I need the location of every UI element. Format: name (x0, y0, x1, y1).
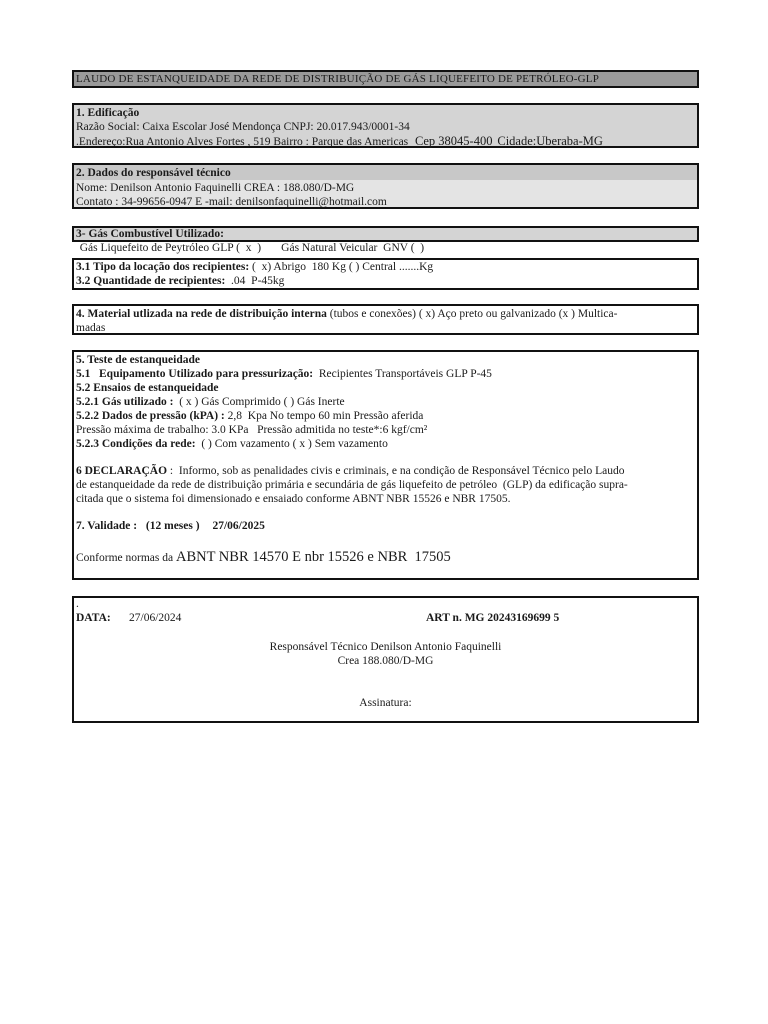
material-text2: madas (76, 322, 106, 334)
validade (76, 520, 265, 533)
validade-label: 7. Validade : (76, 520, 138, 532)
endereco: .Endereço:Rua Antonio Alves Fortes , 519 Bairro : Parque das Americas (76, 136, 409, 148)
gas-utilizado-label: 5.2.1 Gás utilizado : (76, 396, 174, 408)
tipo-locacao-value: ( x) Abrigo 180 Kg ( ) Central .......Kg (249, 261, 434, 273)
gas-heading: 3- Gás Combustível Utilizado: (76, 228, 224, 240)
section-teste (72, 350, 699, 580)
declaracao-label: 6 DECLARAÇÃO (76, 465, 168, 477)
data-value: 27/06/2024 (129, 612, 182, 624)
gas-opcoes: Gás Liquefeito de Peytróleo GLP ( x ) Gás Natural Veicular GNV ( ) (74, 242, 425, 254)
equipamento-value: Recipientes Transportáveis GLP P-45 (313, 368, 492, 380)
normas-value: ABNT NBR 14570 E nbr 15526 e NBR 17505 (175, 549, 451, 565)
declaracao-line1 (76, 465, 624, 478)
dados-pressao-label: 5.2.2 Dados de pressão (kPA) : (76, 410, 225, 422)
section-assinatura (72, 596, 699, 723)
normas (76, 549, 451, 566)
razao-social: Razão Social: Caixa Escolar José Mendonça CNPJ: 20.017.943/0001-34 (76, 121, 410, 133)
data-label: DATA: (76, 612, 111, 624)
tipo-locacao (76, 261, 433, 274)
section-material (72, 304, 699, 335)
quantidade-value: .04 P-45kg (225, 275, 285, 287)
responsavel-nome: Nome: Denilson Antonio Faquinelli CREA : 188.080/D-MG (76, 182, 355, 194)
responsavel-heading: 2. Dados do responsável técnico (76, 167, 231, 179)
section-recipientes (72, 258, 699, 290)
condicoes-value: ( ) Com vazamento ( x ) Sem vazamento (195, 438, 388, 450)
condicoes-rede (76, 438, 388, 451)
assinatura-label: Assinatura: (359, 697, 412, 709)
teste-heading: 5. Teste de estanqueidade (76, 354, 200, 366)
declaracao-text1: : Informo, sob as penalidades civis e criminais, e na condição de Responsável Técnico pelo Laudo (167, 465, 625, 477)
endereco-line (76, 135, 603, 149)
responsavel-contato: Contato : 34-99656-0947 E -mail: denilsonfaquinelli@hotmail.com (76, 196, 387, 208)
pressao-maxima: Pressão máxima de trabalho: 3.0 KPa Pressão admitida no teste*:6 kgf/cm² (76, 424, 428, 436)
section-responsavel (72, 163, 699, 209)
cep: Cep 38045-400 (415, 134, 493, 148)
declaracao-line3: citada que o sistema foi dimensionado e ensaiado conforme ABNT NBR 15526 e NBR 17505. (76, 493, 511, 505)
equipamento-label: 5.1 Equipamento Utilizado para pressurização: (76, 368, 314, 380)
section-edificacao (72, 103, 699, 148)
responsavel-tecnico: Responsável Técnico Denilson Antonio Faquinelli (269, 641, 502, 653)
document-title: LAUDO DE ESTANQUEIDADE DA REDE DE DISTRIBUIÇÃO DE GÁS LIQUEFEITO DE PETRÓLEO-GLP (72, 70, 699, 88)
declaracao-line2: de estanqueidade da rede de distribuição primária e secundária de gás liquefeito de petróleo (GLP) da edificação supra- (76, 479, 628, 491)
edificacao-heading: 1. Edificação (76, 107, 140, 119)
gas-utilizado-value: ( x ) Gás Comprimido ( ) Gás Inerte (173, 396, 345, 408)
condicoes-label: 5.2.3 Condições da rede: (76, 438, 196, 450)
dados-pressao (76, 410, 423, 423)
material-label: 4. Material utlizada na rede de distribuição interna (76, 308, 327, 320)
ensaios-heading: 5.2 Ensaios de estanqueidade (76, 382, 219, 394)
art-number: ART n. MG 20243169699 5 (426, 612, 560, 624)
quantidade-label: 3.2 Quantidade de recipientes: (76, 275, 226, 287)
validade-data: 27/06/2025 (212, 520, 265, 532)
gas-utilizado (76, 396, 345, 409)
material-text1: (tubos e conexões) ( x) Aço preto ou galvanizado (x ) Multica- (326, 308, 618, 320)
tipo-locacao-label: 3.1 Tipo da locação dos recipientes: (76, 261, 250, 273)
dados-pressao-value: 2,8 Kpa No tempo 60 min Pressão aferida (224, 410, 424, 422)
crea-number: Crea 188.080/D-MG (337, 655, 434, 667)
normas-prefix: Conforme normas da (76, 552, 176, 564)
validade-periodo: (12 meses ) (145, 520, 200, 532)
material-line1 (76, 308, 617, 321)
equipamento (76, 368, 492, 381)
dot-mark: . (76, 598, 79, 610)
cidade: Cidade:Uberaba-MG (497, 134, 603, 148)
quantidade (76, 275, 284, 288)
section-gas-heading-box (72, 226, 699, 242)
